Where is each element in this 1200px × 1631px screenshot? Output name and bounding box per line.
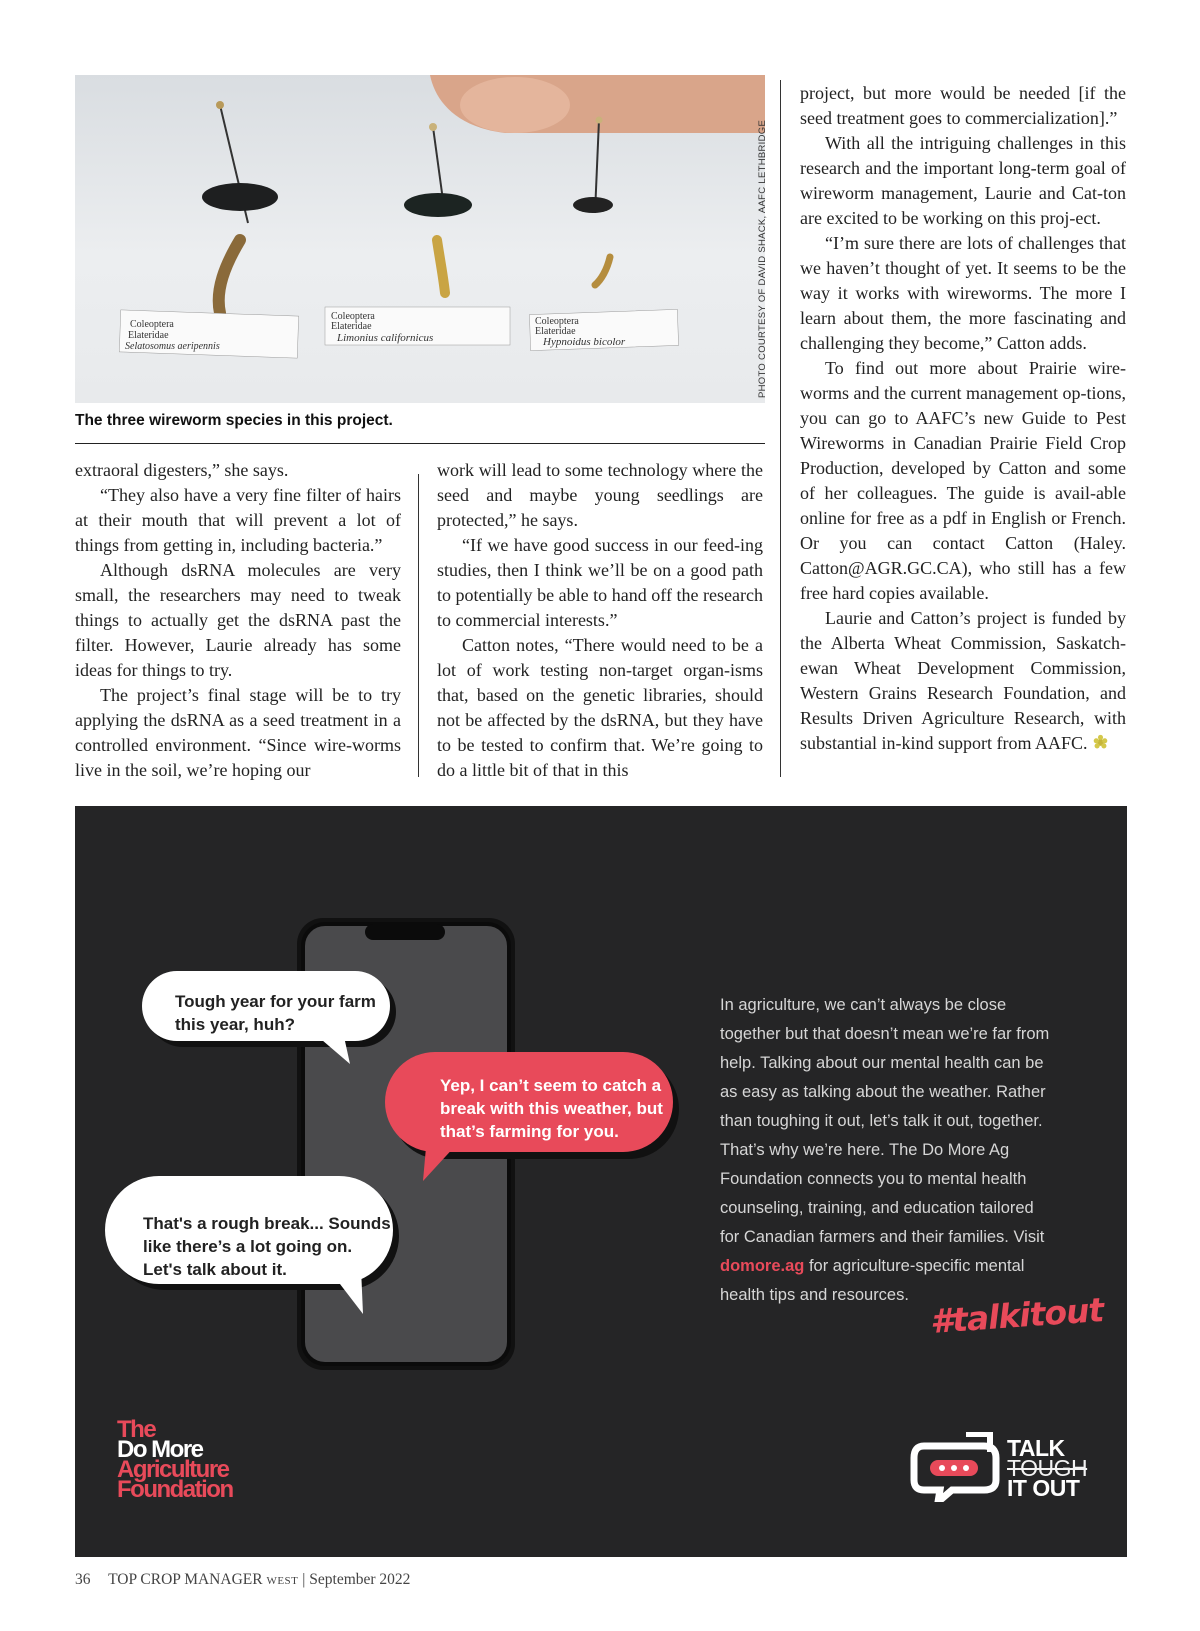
article-column-2 xyxy=(437,458,763,783)
paragraph: Although dsRNA molecules are very small, the researchers may need to tweak things to actually get the dsRNA past the filter. However, Laurie already has some ideas for things to try. xyxy=(75,560,401,680)
paragraph: “If we have good success in our feed-ing studies, then I think we’ll be on a good path to potentially be able to hand off the research to commercial interests.” xyxy=(437,535,763,630)
logo-line: The xyxy=(117,1416,156,1443)
paragraph-last xyxy=(800,606,1126,756)
label-3-line-1: Coleoptera xyxy=(535,316,579,327)
label-2-line-2: Elateridae xyxy=(331,321,372,332)
ad-body-intro: In agriculture, we can’t always be close together but that doesn’t mean we’re far from help. Talking about our mental health can be as easy as talking about the weather. Rather than toughing it out, let’s talk it out, together. That’s why we’re here. The Do More Ag Foundation connects you to mental health counseling, training, and education tailored for Canadian farmers and their families. Visit xyxy=(720,996,1050,1246)
it-out-word: IT OUT xyxy=(1007,1475,1080,1501)
tough-word: TOUGH xyxy=(1007,1455,1088,1481)
label-3-line-3: Hypnoidus bicolor xyxy=(543,336,626,348)
pin-head-1 xyxy=(216,101,224,109)
edition: WEST xyxy=(266,1575,299,1587)
page-number: 36 xyxy=(75,1571,91,1588)
paragraph: The project’s final stage will be to try applying the dsRNA as a seed treatment in a controlled environment. “Since wire-worms live in the soil, we’re hoping our xyxy=(75,685,401,780)
label-1-line-1: Coleoptera xyxy=(130,319,174,330)
beetle-2 xyxy=(404,193,472,217)
bubble-2-text: Yep, I can’t seem to catch a break with this weather, but that’s farming for you. xyxy=(440,1076,663,1141)
paragraph: “I’m sure there are lots of challenges that we haven’t thought of yet. It seems to be the way it works with wireworms. The more I learn about them, the more fascinating and challenging they become,” Catton adds. xyxy=(800,233,1126,353)
larva-2 xyxy=(437,240,445,293)
paragraph: Catton notes, “There would need to be a lot of work testing non-target organ-isms that, based on the genetic libraries, should not be affected by the dsRNA, but they have to be tested to confirm that. We’re going to do a little bit of that in this xyxy=(437,635,763,780)
logo-line: Agriculture xyxy=(117,1456,229,1483)
paragraph: To find out more about Prairie wire-worms and the current management op-tions, you can go to AAFC’s new Guide to Pest Wireworms in Canadian Prairie Field Crop Production, developed by Catton and some of her colleagues. The guide is avail-able online for free as a pdf in English or French. Or you can contact Catton (Haley. Catton@AGR.GC.CA), who still has a few free hard copies available. xyxy=(800,358,1126,603)
ad-body-text xyxy=(720,991,1050,1310)
pin-head-3 xyxy=(596,117,603,124)
photo-illustration xyxy=(75,75,765,403)
label-2-line-3: Limonius californicus xyxy=(337,332,434,344)
logo-line: Foundation xyxy=(117,1476,233,1503)
fingernail-shape xyxy=(460,77,570,133)
talk-it-out-logo-text xyxy=(1007,1435,1088,1501)
do-more-ag-advertisement xyxy=(75,806,1127,1557)
paragraph: “They also have a very fine filter of hairs at their mouth that will prevent a lot of things from getting in, including bacteria.” xyxy=(75,485,401,555)
pin-head-2 xyxy=(429,123,437,131)
bubble-3-text: That's a rough break... Sounds like there’s a lot going on. Let's talk about it. xyxy=(143,1214,391,1279)
column-divider xyxy=(780,80,781,777)
larva-3 xyxy=(595,257,610,285)
article-column-1 xyxy=(75,458,401,783)
label-2-line-1: Coleoptera xyxy=(331,311,375,322)
paragraph-text: Laurie and Catton’s project is funded by the Alberta Wheat Commission, Saskatch-ewan Wheat Development Commission, Western Grains Research Foundation, and Results Driven Agriculture Research, with substantial in-kind support from AAFC. xyxy=(800,608,1126,753)
photo-credit: PHOTO COURTESY OF DAVID SHACK, AAFC LETHBRIDGE xyxy=(757,119,768,398)
paragraph: project, but more would be needed [if the seed treatment goes to commercialization].” xyxy=(800,83,1126,128)
bubble-1-text: Tough year for your farm this year, huh? xyxy=(175,992,376,1034)
beetle-1 xyxy=(202,183,278,211)
ad-body-end: for agriculture-specific mental health tips and resources. xyxy=(720,1257,1025,1304)
issue-date: September 2022 xyxy=(309,1571,411,1588)
caption-divider xyxy=(75,443,765,444)
talk-word: TALK xyxy=(1007,1435,1065,1461)
paragraph: work will lead to some technology where the seed and maybe young seedlings are protected,” he says. xyxy=(437,460,763,530)
magazine-title: TOP CROP MANAGER xyxy=(108,1571,263,1588)
label-1-line-2: Elateridae xyxy=(128,330,169,341)
beetle-3 xyxy=(573,197,613,213)
chat-bubble-icon xyxy=(910,1432,1000,1502)
column-divider xyxy=(418,474,419,777)
logo-line: Do More xyxy=(117,1436,203,1463)
talkitout-hashtag: #talkitout xyxy=(928,1290,1105,1341)
page-footer xyxy=(75,1571,410,1589)
do-more-ag-logo xyxy=(117,1416,233,1503)
phone-notch xyxy=(365,924,445,940)
paragraph: extraoral digesters,” she says. xyxy=(75,460,289,480)
article-column-3 xyxy=(800,81,1126,756)
larva-1 xyxy=(219,240,240,313)
wheat-end-icon xyxy=(1092,734,1109,751)
domore-link[interactable]: domore.ag xyxy=(720,1257,805,1275)
photo-caption: The three wireworm species in this project. xyxy=(75,412,393,429)
wireworm-specimen-photo xyxy=(75,75,765,403)
paragraph: With all the intriguing challenges in this research and the important long-term goal of wireworm management, Laurie and Cat-ton are excited to be working on this proj-ect. xyxy=(800,133,1126,228)
label-1-line-3: Selatosomus aeripennis xyxy=(125,341,220,352)
footer-separator: | xyxy=(302,1571,306,1588)
label-3-line-2: Elateridae xyxy=(535,326,576,337)
